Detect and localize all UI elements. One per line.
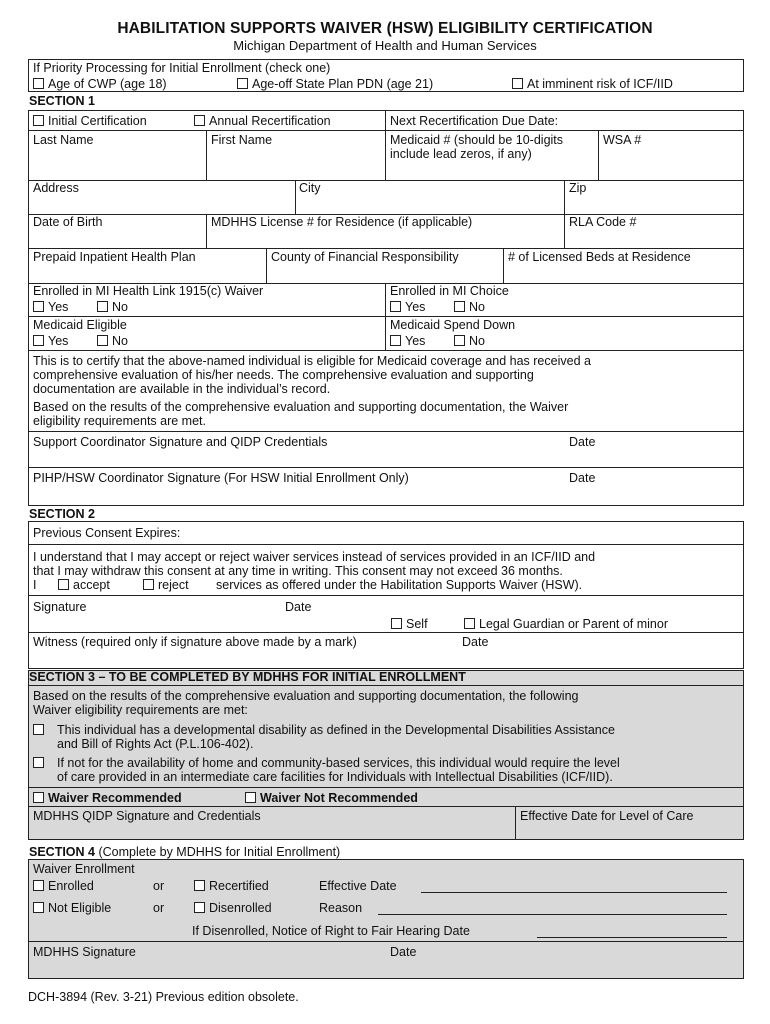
loc-text-line1: If not for the availability of home and community-based services, this individual would require the level — [57, 756, 620, 770]
accept-option[interactable]: accept — [58, 578, 110, 592]
consent-text-line2: that I may withdraw this consent at any time in writing. This consent may not exceed 36 months. — [33, 564, 563, 578]
reason-label: Reason — [319, 901, 363, 915]
disenrolled-option[interactable]: Disenrolled — [194, 901, 272, 915]
priority-option-icf[interactable]: At imminent risk of ICF/IID — [512, 77, 673, 91]
license-label: MDHHS License # for Residence (if applicable) — [211, 215, 473, 229]
city-label: City — [299, 181, 321, 195]
mi-health-link-yes[interactable]: Yes — [33, 300, 68, 314]
fair-hearing-label: If Disenrolled, Notice of Right to Fair Hearing Date — [192, 924, 470, 938]
pihp-coordinator-signature-label: PIHP/HSW Coordinator Signature (For HSW Initial Enrollment Only) — [33, 471, 409, 485]
support-coordinator-date-label: Date — [569, 435, 596, 449]
checkbox[interactable] — [33, 78, 44, 89]
page-title: HABILITATION SUPPORTS WAIVER (HSW) ELIGIBILITY CERTIFICATION — [117, 20, 653, 37]
medicaid-number-note: include lead zeros, if any) — [390, 147, 532, 161]
zip-label: Zip — [569, 181, 587, 195]
dob-label: Date of Birth — [33, 215, 103, 229]
or-label: or — [153, 901, 165, 915]
medicaid-eligible-yes[interactable]: Yes — [33, 334, 68, 348]
first-name-label: First Name — [211, 133, 273, 147]
spend-down-yes[interactable]: Yes — [390, 334, 425, 348]
dd-text-line1: This individual has a developmental disability as defined in the Developmental Disabilities Assistance — [57, 723, 615, 737]
initial-certification-option[interactable]: Initial Certification — [33, 114, 147, 128]
witness-label: Witness (required only if signature above made by a mark) — [33, 635, 357, 649]
effective-loc-label: Effective Date for Level of Care — [520, 809, 694, 823]
signature-label: Signature — [33, 600, 87, 614]
spend-down-no[interactable]: No — [454, 334, 485, 348]
section-3-intro-line2: Waiver eligibility requirements are met: — [33, 703, 248, 717]
priority-option-cwp[interactable]: Age of CWP (age 18) — [33, 77, 167, 91]
checkbox[interactable] — [237, 78, 248, 89]
enrolled-option[interactable]: Enrolled — [33, 879, 94, 893]
waiver-enrollment-label: Waiver Enrollment — [33, 862, 135, 876]
or-label: or — [153, 879, 165, 893]
reject-option[interactable]: reject — [143, 578, 189, 592]
section-3-heading: SECTION 3 – TO BE COMPLETED BY MDHHS FOR INITIAL ENROLLMENT — [29, 670, 466, 684]
previous-consent-label: Previous Consent Expires: — [33, 526, 181, 540]
section-2-heading: SECTION 2 — [29, 507, 95, 521]
section-4-box — [28, 859, 744, 979]
wsa-label: WSA # — [603, 133, 642, 147]
certify-text-line2: comprehensive evaluation of his/her needs. The comprehensive evaluation and supporting — [33, 368, 534, 382]
medicaid-number-label: Medicaid # (should be 10-digits — [390, 133, 564, 147]
fair-hearing-date-field[interactable] — [537, 937, 727, 938]
annual-recertification-option[interactable]: Annual Recertification — [194, 114, 331, 128]
dd-checkbox-item[interactable] — [33, 723, 48, 737]
next-recert-label: Next Recertification Due Date: — [390, 114, 559, 128]
section-3-intro-line1: Based on the results of the comprehensive evaluation and supporting documentation, the following — [33, 689, 579, 703]
mi-health-link-no[interactable]: No — [97, 300, 128, 314]
certify-text-line1: This is to certify that the above-named individual is eligible for Medicaid coverage and has received a — [33, 354, 591, 368]
mi-choice-yes[interactable]: Yes — [390, 300, 425, 314]
waiver-not-recommended-option[interactable]: Waiver Not Recommended — [245, 791, 418, 805]
reason-field[interactable] — [378, 914, 727, 915]
signature-date-label: Date — [285, 600, 312, 614]
pihp-label: Prepaid Inpatient Health Plan — [33, 250, 196, 264]
form-id: DCH-3894 (Rev. 3-21) Previous edition obsolete. — [28, 990, 299, 1004]
licensed-beds-label: # of Licensed Beds at Residence — [508, 250, 691, 264]
consent-text-line1: I understand that I may accept or reject waiver services instead of services provided in an ICF/IID and — [33, 550, 596, 564]
section-1-heading: SECTION 1 — [29, 94, 95, 108]
loc-text-line2: of care provided in an intermediate care facilities for Individuals with Intellectual Disabilities (ICF/IID). — [57, 770, 613, 784]
mdhhs-date-label: Date — [390, 945, 417, 959]
rla-code-label: RLA Code # — [569, 215, 637, 229]
priority-option-pdn[interactable]: Age-off State Plan PDN (age 21) — [237, 77, 433, 91]
consent-services-text: services as offered under the Habilitation Supports Waiver (HSW). — [216, 578, 583, 592]
qidp-signature-label: MDHHS QIDP Signature and Credentials — [33, 809, 261, 823]
effective-date-field[interactable] — [421, 892, 727, 893]
county-label: County of Financial Responsibility — [271, 250, 459, 264]
loc-checkbox-item[interactable] — [33, 756, 48, 770]
page-subtitle: Michigan Department of Health and Human Services — [233, 38, 537, 53]
priority-label: If Priority Processing for Initial Enrollment (check one) — [33, 61, 331, 75]
certify-text-line3: documentation are available in the individual’s record. — [33, 382, 331, 396]
section-4-heading: SECTION 4 (Complete by MDHHS for Initial Enrollment) — [29, 845, 341, 859]
mdhhs-signature-label: MDHHS Signature — [33, 945, 136, 959]
address-label: Address — [33, 181, 79, 195]
checkbox[interactable] — [512, 78, 523, 89]
mi-choice-label: Enrolled in MI Choice — [390, 284, 509, 298]
consent-i-label: I — [33, 578, 37, 592]
effective-date-label: Effective Date — [319, 879, 397, 893]
guardian-option[interactable]: Legal Guardian or Parent of minor — [464, 617, 668, 631]
spend-down-label: Medicaid Spend Down — [390, 318, 516, 332]
waiver-recommended-option[interactable]: Waiver Recommended — [33, 791, 182, 805]
witness-date-label: Date — [462, 635, 489, 649]
not-eligible-option[interactable]: Not Eligible — [33, 901, 111, 915]
waiver-met-line1: Based on the results of the comprehensive evaluation and supporting documentation, the Waiver — [33, 400, 569, 414]
recertified-option[interactable]: Recertified — [194, 879, 269, 893]
pihp-coordinator-date-label: Date — [569, 471, 596, 485]
mi-choice-no[interactable]: No — [454, 300, 485, 314]
dd-text-line2: and Bill of Rights Act (P.L.106-402). — [57, 737, 254, 751]
support-coordinator-signature-label: Support Coordinator Signature and QIDP Credentials — [33, 435, 328, 449]
medicaid-eligible-no[interactable]: No — [97, 334, 128, 348]
self-option[interactable]: Self — [391, 617, 428, 631]
medicaid-eligible-label: Medicaid Eligible — [33, 318, 127, 332]
waiver-met-line2: eligibility requirements are met. — [33, 414, 206, 428]
last-name-label: Last Name — [33, 133, 94, 147]
mi-health-link-label: Enrolled in MI Health Link 1915(c) Waiver — [33, 284, 264, 298]
